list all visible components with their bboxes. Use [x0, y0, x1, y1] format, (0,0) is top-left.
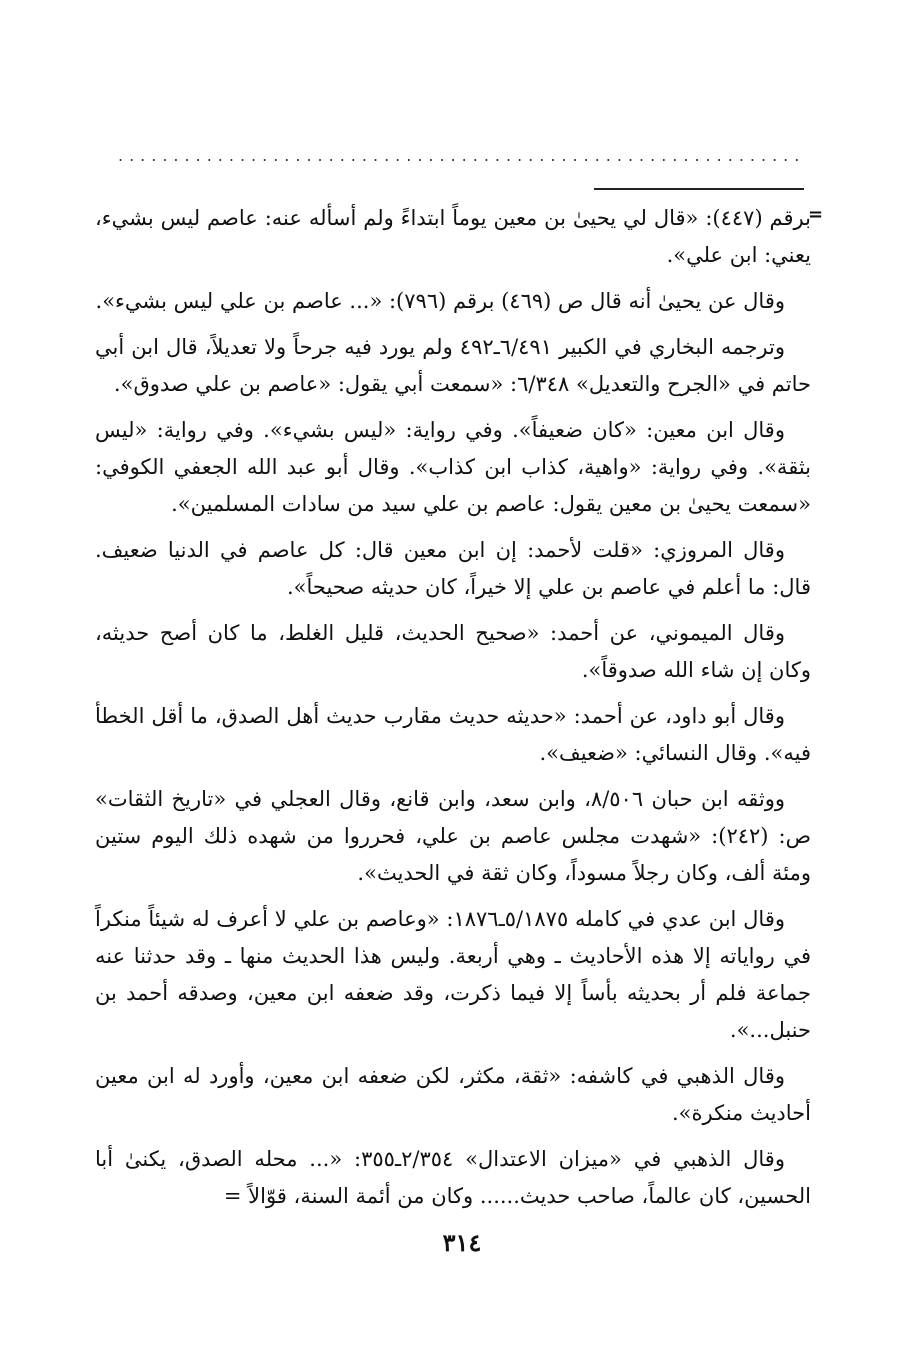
paragraph: وقال عن يحيىٰ أنه قال ص (٤٦٩) برقم (٧٩٦): «... عاصم بن علي ليس بشيء». — [95, 289, 785, 313]
paragraph: وقال ابن معين: «كان ضعيفاً». وفي رواية: «ليس بشيء». وفي رواية: «ليس بثقة». وفي رواية: «واهية، كذاب ابن كذاب». وقال أبو عبد الله الجعفي الكوفي: «سمعت يحيىٰ بن معين يقول: عاصم بن علي سيد من سادات المسلمين». — [95, 418, 811, 516]
page-number: ٣١٤ — [442, 1228, 482, 1257]
paragraph: برقم (٤٤٧): «قال لي يحيىٰ بن معين يوماً ابتداءً ولم أسأله عنه: عاصم ليس بشيء، يعني: ابن علي». — [95, 206, 811, 267]
paragraph: وقال الذهبي في «ميزان الاعتدال» ٢/٣٥٤ـ٣٥٥: «... محله الصدق، يكنىٰ أبا الحسين، كان عالماً، صاحب حديث...... وكان من أئمة السنة، قوّالاً = — [95, 1147, 811, 1208]
paragraph: وقال أبو داود، عن أحمد: «حديثه حديث مقارب حديث أهل الصدق، ما أقل الخطأ فيه». وقال النسائي: «ضعيف». — [95, 704, 811, 765]
paragraph: وترجمه البخاري في الكبير ٦/٤٩١ـ٤٩٢ ولم يورد فيه جرحاً ولا تعديلاً، قال ابن أبي حاتم في «الجرح والتعديل» ٦/٣٤٨: «سمعت أبي يقول: «عاصم بن علي صدوق». — [95, 335, 811, 396]
paragraph: ووثقه ابن حبان ٨/٥٠٦، وابن سعد، وابن قانع، وقال العجلي في «تاريخ الثقات» ص: (٢٤٢): «شهدت مجلس عاصم بن علي، فحرروا من شهده ذلك اليوم ستين ومئة ألف، وكان رجلاً مسوداً، وكان ثقة في الحديث». — [95, 787, 811, 885]
continuation-mark: = — [808, 204, 824, 225]
footnote-rule — [594, 188, 804, 190]
footnote-text — [95, 200, 811, 1224]
separator-dots: .............................................................. — [118, 146, 806, 165]
paragraph: وقال ابن عدي في كامله ٥/١٨٧٥ـ١٨٧٦: «وعاصم بن علي لا أعرف له شيئاً منكراً في رواياته إلا هذه الأحاديث ـ وهي أربعة. وليس هذا الحديث منها ـ وقد حدثنا عنه جماعة فلم أر بحديثه بأساً إلا فيما ذكرت، وقد ضعفه ابن معين، وصدقه أحمد بن حنبل...». — [95, 907, 811, 1042]
paragraph: وقال الذهبي في كاشفه: «ثقة، مكثر، لكن ضعفه ابن معين، وأورد له ابن معين أحاديث منكرة». — [95, 1064, 811, 1125]
paragraph: وقال الميموني، عن أحمد: «صحيح الحديث، قليل الغلط، ما كان أصح حديثه، وكان إن شاء الله صدوقاً». — [95, 621, 811, 682]
paragraph: وقال المروزي: «قلت لأحمد: إن ابن معين قال: كل عاصم في الدنيا ضعيف. قال: ما أعلم في عاصم بن علي إلا خيراً، كان حديثه صحيحاً». — [95, 538, 811, 599]
